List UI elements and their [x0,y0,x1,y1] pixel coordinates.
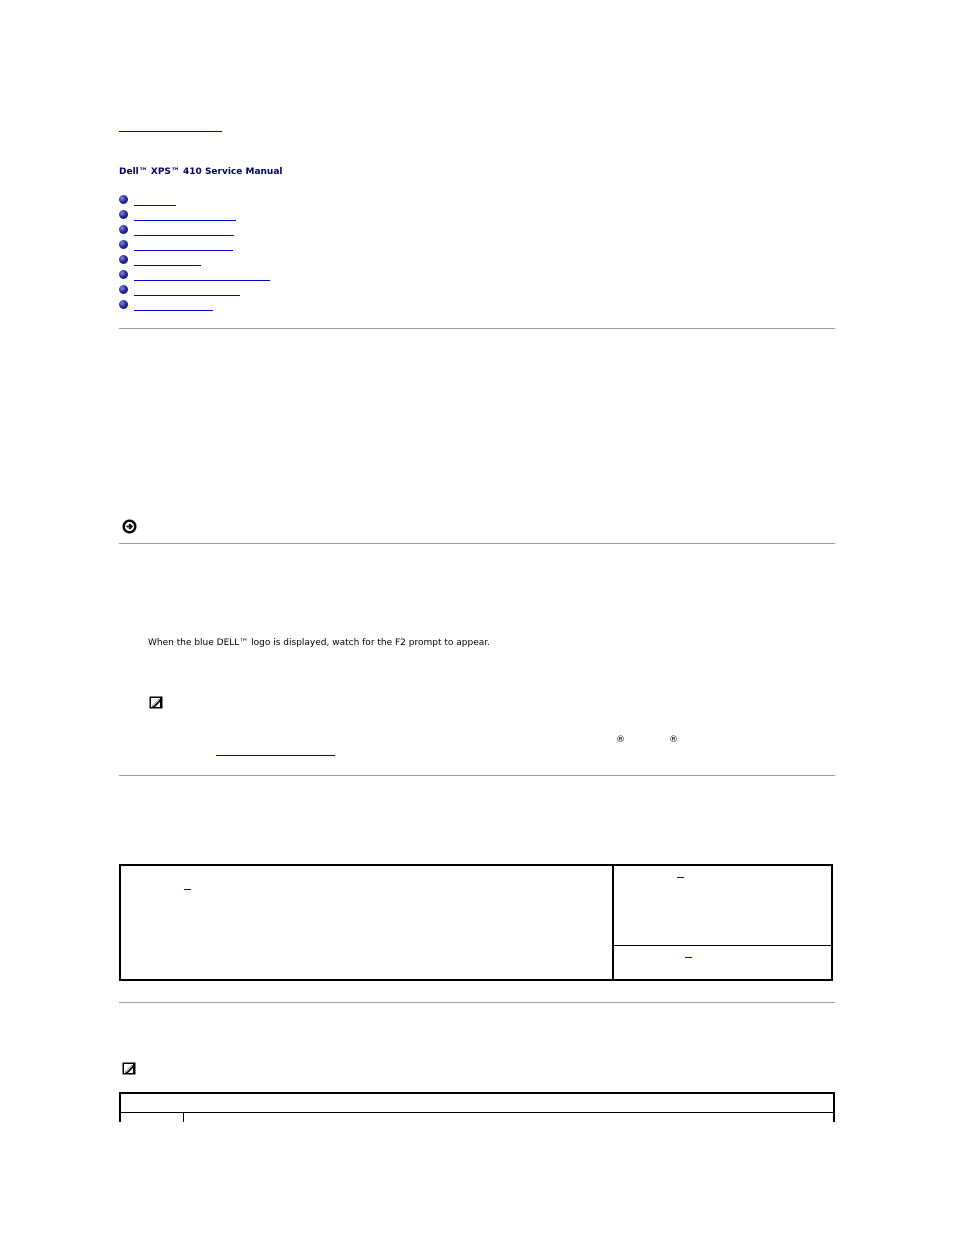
registered-mark: ® [669,735,678,745]
section-divider [119,543,835,544]
bullet-icon [119,270,128,279]
inline-reference-link[interactable] [216,744,335,756]
table-header-divider [121,1112,833,1113]
table-column-divider [183,1112,184,1122]
bullet-icon [119,255,128,264]
bullet-icon [119,225,128,234]
bullet-icon [119,195,128,204]
keystroke-table [119,864,833,981]
bullet-icon [119,210,128,219]
bullet-icon [119,300,128,309]
table-cell-link[interactable] [677,872,684,878]
back-to-contents-link[interactable] [119,119,222,132]
table-cell-link[interactable] [685,952,692,958]
toc-link[interactable] [134,193,176,206]
bullet-icon [119,240,128,249]
toc-link[interactable] [134,298,213,311]
toc-link[interactable] [134,208,236,221]
toc-link[interactable] [134,223,234,236]
section-divider [119,1002,835,1003]
manual-title: Dell™ XPS™ 410 Service Manual [119,167,283,177]
setup-options-table [119,1092,835,1122]
table-cell-link[interactable] [184,884,191,890]
note-icon [122,1062,136,1075]
toc-link[interactable] [134,238,233,251]
bullet-icon [119,285,128,294]
note-icon [149,696,163,709]
section-divider [119,775,835,776]
notice-icon [122,519,137,534]
registered-mark: ® [616,735,625,745]
toc-link[interactable] [134,268,270,281]
table-column-divider [612,866,614,979]
toc-link[interactable] [134,253,201,266]
f2-prompt-instruction: When the blue DELL™ logo is displayed, watch for the F2 prompt to appear. [148,638,490,648]
section-divider [119,328,835,329]
table-row-divider [612,945,831,946]
toc-link[interactable] [134,283,240,296]
